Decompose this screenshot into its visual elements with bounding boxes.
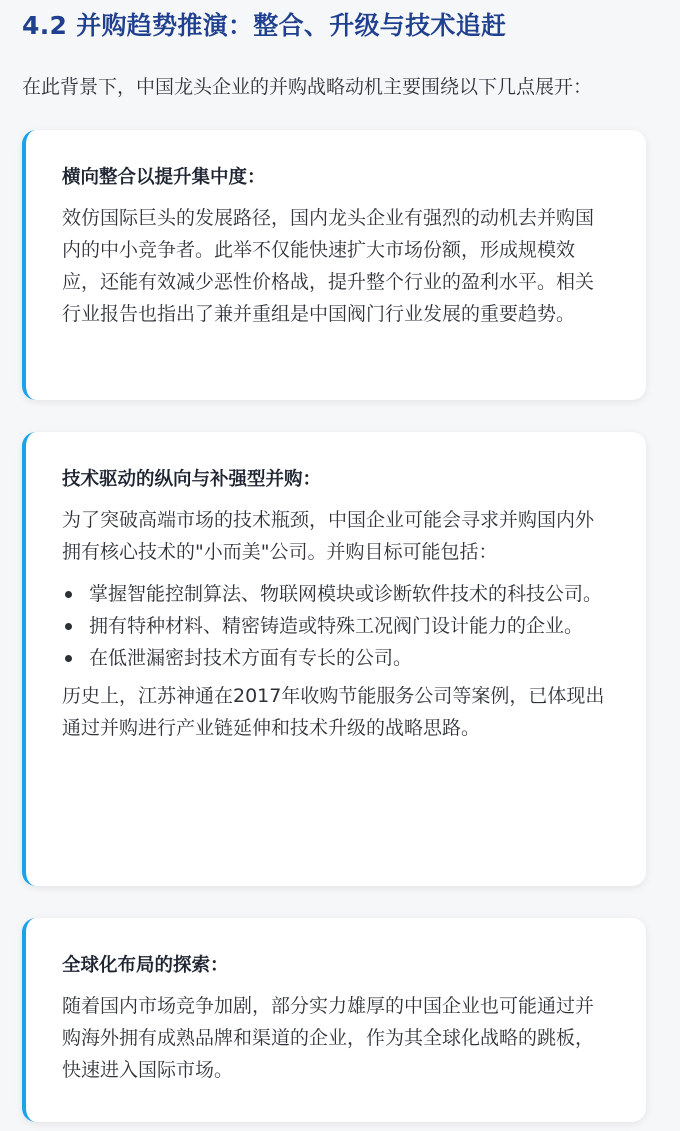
card-tech-driven-mna bbox=[22, 432, 646, 886]
target-list bbox=[62, 578, 606, 674]
card-horizontal-integration bbox=[22, 130, 646, 400]
bullet-icon bbox=[65, 623, 72, 630]
list-item bbox=[62, 578, 606, 610]
section-title: 4.2 并购趋势推演：整合、升级与技术追赶 bbox=[22, 11, 507, 40]
bullet-icon bbox=[65, 655, 72, 662]
bullet-icon bbox=[65, 591, 72, 598]
card-footer-text: 历史上，江苏神通在2017年收购节能服务公司等案例，已体现出通过并购进行产业链延伸和技术升级的战略思路。 bbox=[62, 685, 605, 739]
list-item-text: 拥有特种材料、精密铸造或特殊工况阀门设计能力的企业。 bbox=[89, 615, 584, 637]
list-item-text: 掌握智能控制算法、物联网模块或诊断软件技术的科技公司。 bbox=[89, 583, 603, 605]
card-globalization bbox=[22, 918, 646, 1122]
list-item-text: 在低泄漏密封技术方面有专长的公司。 bbox=[89, 647, 413, 669]
card-title: 技术驱动的纵向与补强型并购： bbox=[62, 469, 322, 490]
list-item bbox=[62, 642, 606, 674]
card-text: 效仿国际巨头的发展路径，国内龙头企业有强烈的动机去并购国内的中小竞争者。此举不仅能快速扩大市场份额，形成规模效应，还能有效减少恶性价格战，提升整个行业的盈利水平。相关行业报告也指出了兼并重组是中国阀门行业发展的重要趋势。 bbox=[62, 207, 595, 325]
card-title: 全球化布局的探索： bbox=[62, 955, 229, 976]
card-text: 为了突破高端市场的技术瓶颈，中国企业可能会寻求并购国内外拥有核心技术的"小而美"公司。并购目标可能包括： bbox=[62, 509, 595, 563]
section-intro: 在此背景下，中国龙头企业的并购战略动机主要围绕以下几点展开： bbox=[22, 76, 593, 98]
card-text: 随着国内市场竞争加剧，部分实力雄厚的中国企业也可能通过并购海外拥有成熟品牌和渠道的企业，作为其全球化战略的跳板，快速进入国际市场。 bbox=[62, 995, 595, 1081]
list-item bbox=[62, 610, 606, 642]
card-title: 横向整合以提升集中度： bbox=[62, 167, 266, 188]
